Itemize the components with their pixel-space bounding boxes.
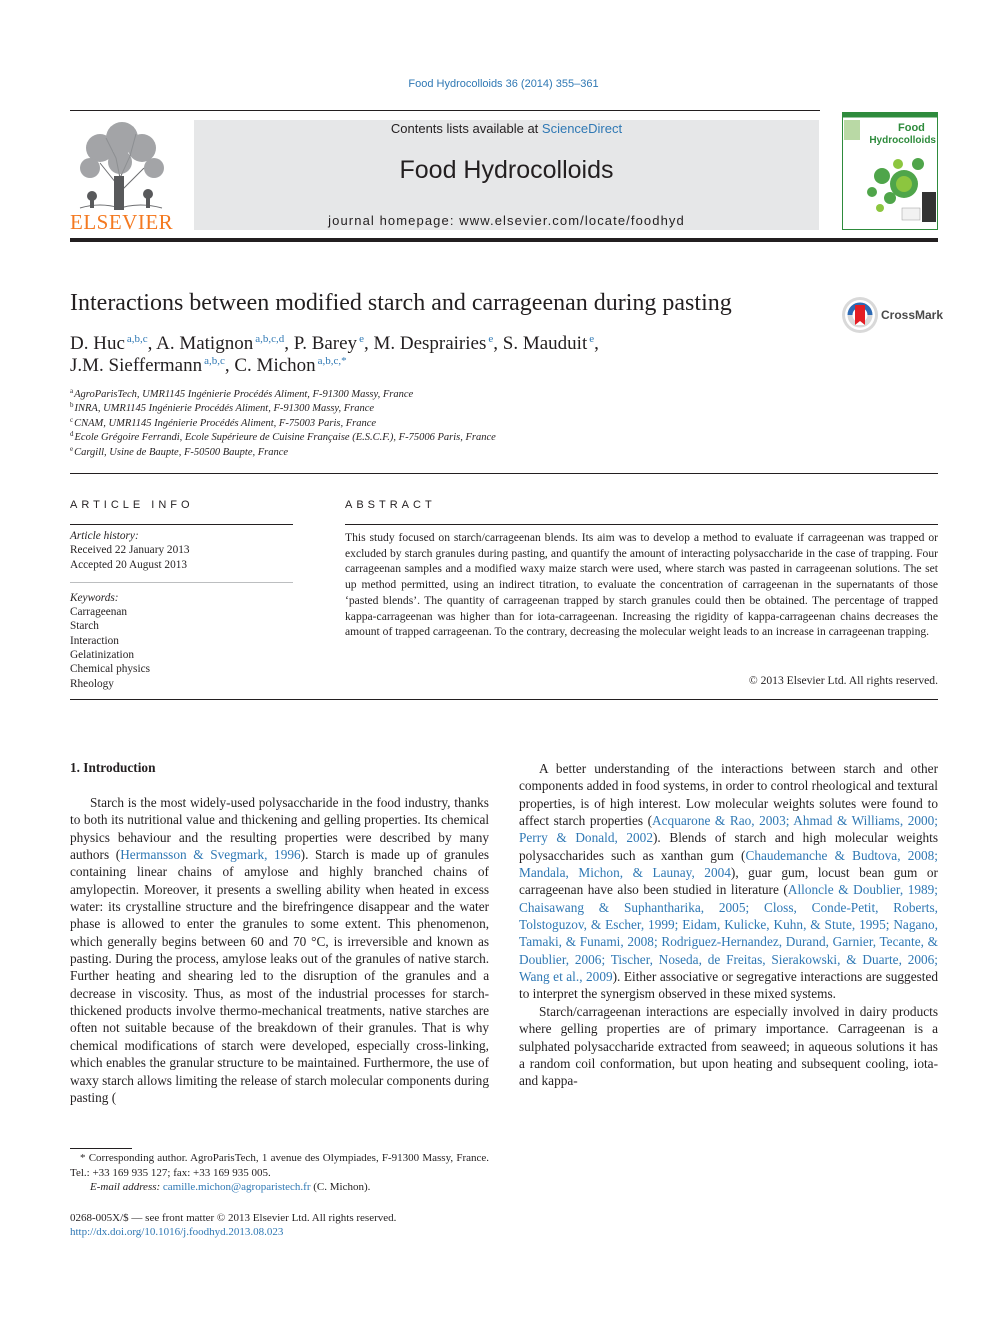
- keyword-item: Gelatinization: [70, 649, 134, 661]
- received-date: Received 22 January 2013: [70, 544, 190, 556]
- text-run: [171, 830, 179, 845]
- text-run: of: [403, 951, 415, 967]
- text-run: to: [293, 916, 305, 932]
- text-run: the: [156, 951, 173, 967]
- text-run: [234, 864, 245, 879]
- text-run: authors: [70, 847, 110, 863]
- text-run: [277, 830, 285, 845]
- text-run: when: [365, 881, 395, 897]
- text-run: During: [115, 951, 153, 967]
- text-run: starch: [102, 1072, 134, 1088]
- text-run: water: [459, 899, 489, 915]
- text-run: of: [321, 951, 333, 967]
- text-run: for: [431, 985, 447, 1001]
- text-run: amylose: [222, 951, 267, 967]
- text-run: the: [356, 795, 373, 810]
- intro-paragraph-1: [70, 794, 489, 1106]
- abstract-divider: [70, 699, 938, 700]
- text-run: [233, 968, 240, 983]
- affiliation-c: $^c$CNAM, UMR1145 Ingénierie Procédés Aliment, F-75003 Paris, France: [70, 416, 377, 429]
- author-separator: ,: [594, 333, 599, 354]
- text-run: [363, 864, 374, 879]
- issn-line: 0268-005X/$ — see front matter © 2013 Elsevier Ltd. All rights reserved.: [70, 1212, 397, 1224]
- text-run: branched: [373, 864, 423, 880]
- text-run: known: [436, 933, 474, 949]
- citation-link[interactable]: Acquarone & Rao, 2003; Ahmad & Williams, 2000; Perry & Donald, 2002: [519, 813, 938, 846]
- text-run: [155, 968, 162, 983]
- text-run: amylopectin.: [70, 881, 140, 897]
- text-run: chains: [433, 864, 468, 880]
- author-affiliation-marks[interactable]: a,b,c: [126, 333, 148, 345]
- abstract-copyright: © 2013 Elsevier Ltd. All rights reserved.: [748, 674, 938, 687]
- author-affiliation-marks[interactable]: a,b,c,d: [255, 333, 285, 345]
- elsevier-logo[interactable]: [70, 118, 172, 234]
- author-affiliation-marks[interactable]: e: [488, 333, 494, 345]
- text-run: [423, 864, 434, 879]
- text-run: the: [140, 795, 157, 810]
- text-run: and: [412, 933, 432, 949]
- text-run: decrease: [70, 985, 116, 1001]
- author-separator: ,: [493, 333, 503, 354]
- intro-paragraph-2: A better understanding of the interactions between starch and other components added in food systems, in order to control rheological and textural properties, is of high interest. Low molecular weights solutes were found to affect starch properties (Acquarone & Rao, 2003; Ahmad & Williams, 2000; Perry & Donald, 2002). Blends of starch and high molecular weights polysaccharides such as xanthan gum (Chaudemanche & Budtova, 2008; Mandala, Michon, & Launay, 2004), guar gum, locust bean gum or carrageenan have also been studied in literature (Alloncle & Doublier, 1989; Chaisawang & Suphantharika, 2005; Closs, Conde-Petit, Roberts, Tolstoguzov, & Escher, 1999; Eidam, Kulicke, Kuhn, & Stute, 1995; Nagano, Tamaki, & Funami, 2008; Rodriguez-Hernandez, Durand, Garnier, Tecante, & Doublier, 2006; Tischer, Noseda, de Freitas, Sierakowski, & Duarte, 2006; Wang et al., 2009). Either associative or segregative interactions are suggested to interpret the synergism observed in these mixed systems.: [519, 761, 939, 1002]
- text-run: to: [170, 916, 181, 932]
- text-run: generally: [107, 933, 157, 949]
- author-separator: ,: [224, 355, 235, 376]
- text-run: behaviour: [117, 829, 171, 845]
- text-run: linear: [136, 864, 168, 880]
- text-run: of: [477, 864, 489, 880]
- author-separator: ,: [284, 333, 294, 354]
- text-run: presents: [216, 881, 261, 897]
- author-name[interactable]: J.M. Sieffermann: [70, 355, 203, 376]
- text-run: amylose: [244, 864, 289, 880]
- text-run: of: [322, 1020, 334, 1036]
- text-run: [212, 864, 223, 879]
- text-run: the: [295, 985, 313, 1001]
- text-run: [349, 847, 356, 862]
- text-run: extent.: [345, 916, 381, 932]
- text-run: and: [300, 812, 321, 828]
- text-run: starch: [221, 1037, 254, 1053]
- text-run: leaks: [270, 951, 298, 967]
- text-run: of: [278, 985, 290, 1001]
- text-run: polysaccharide: [258, 795, 339, 810]
- text-run: of: [477, 1055, 489, 1071]
- footnote-rule: [70, 1148, 132, 1149]
- text-run: °C,: [311, 933, 329, 949]
- sciencedirect-link[interactable]: ScienceDirect: [541, 121, 623, 136]
- author-separator: ,: [363, 333, 374, 354]
- text-run: be: [281, 1055, 294, 1071]
- text-run: cross-linking,: [416, 1037, 489, 1053]
- keywords-label: Keywords:: [70, 592, 119, 604]
- text-run: 70: [292, 933, 307, 949]
- text-run: suitable: [125, 1020, 167, 1036]
- author-name[interactable]: P. Barey: [293, 333, 358, 354]
- text-run: processes: [374, 985, 426, 1001]
- text-run: the: [280, 968, 297, 984]
- author-affiliation-marks[interactable]: e: [589, 333, 595, 345]
- citation-link[interactable]: 1996: [274, 847, 301, 863]
- text-run: starches: [425, 1003, 469, 1019]
- contents-prefix: Contents lists available at: [390, 121, 542, 136]
- cover-title-hydrocolloids: Hydrocolloids: [869, 135, 936, 146]
- text-run: its: [108, 899, 121, 915]
- body-column-left: [70, 794, 489, 1112]
- citation-link[interactable]: &: [193, 847, 204, 863]
- journal-cover-thumbnail[interactable]: [842, 112, 938, 230]
- abstract-rule: [345, 524, 938, 525]
- text-run: the: [335, 951, 352, 967]
- text-run: structure: [217, 1055, 264, 1071]
- text-run: not: [102, 1020, 120, 1036]
- section-heading-introduction: 1. Introduction: [70, 760, 156, 775]
- keyword-item: Rheology: [70, 678, 114, 690]
- text-run: described: [379, 829, 431, 845]
- text-run: are: [472, 1003, 489, 1019]
- text-run: is: [106, 916, 116, 932]
- text-run: (: [115, 847, 121, 863]
- text-run: phase: [70, 916, 101, 932]
- text-run: granular: [169, 1055, 214, 1071]
- text-run: containing: [70, 864, 127, 880]
- text-run: [126, 864, 137, 879]
- text-run: properties: [284, 829, 338, 845]
- accepted-date: Accepted 20 August 2013: [70, 559, 188, 571]
- text-run: molecular: [330, 1072, 384, 1088]
- text-run: during: [454, 1072, 489, 1088]
- keywords-rule: [70, 582, 293, 583]
- text-run: [198, 830, 206, 845]
- text-run: native: [389, 1003, 422, 1019]
- text-run: and: [237, 899, 257, 915]
- text-run: of: [364, 968, 376, 984]
- text-run: chains: [177, 864, 212, 880]
- text-run: release: [240, 1072, 278, 1088]
- author-name[interactable]: C. Michon: [234, 355, 316, 376]
- text-run: limiting: [175, 1072, 218, 1088]
- text-run: Moreover,: [144, 881, 200, 897]
- header-top-rule: [70, 110, 820, 111]
- paper-title: Interactions between modified starch and carrageenan during pasting: [70, 290, 732, 316]
- email-line: E-mail address: camille.michon@agroparistech.fr (C. Michon).: [90, 1181, 371, 1193]
- text-run: allowed: [121, 916, 164, 932]
- text-run: the: [382, 968, 399, 984]
- text-run: why: [466, 1020, 489, 1036]
- text-run: granules: [355, 951, 401, 967]
- text-run: pasting.: [70, 951, 112, 967]
- affiliation-d: $^d$Ecole Grégoire Ferrandi, Ecole Supérieure de Cuisine Française (E.S.C.F.), F-75006 Paris, France: [70, 430, 496, 443]
- text-run: treatments,: [326, 1003, 386, 1019]
- text-run: most: [160, 795, 187, 810]
- history-label: Article history:: [70, 530, 139, 542]
- text-run: to: [263, 968, 274, 984]
- citation-link[interactable]: Chaudemanche & Budtova, 2008; Mandala, Michon, & Launay, 2004: [519, 847, 939, 881]
- text-run: Starch: [315, 847, 349, 863]
- text-run: Furthermore,: [363, 1055, 434, 1071]
- article-info-heading: ARTICLE INFO: [70, 499, 194, 511]
- text-run: to: [267, 1055, 278, 1071]
- text-run: which: [70, 933, 103, 949]
- text-run: granules: [242, 916, 288, 932]
- text-run: pasting: [70, 1089, 109, 1105]
- text-run: enter: [187, 916, 214, 932]
- text-run: granules.: [368, 1020, 417, 1036]
- text-run: is: [127, 795, 137, 810]
- text-run: native: [418, 951, 451, 967]
- text-run: phenomenon,: [417, 916, 489, 932]
- citation-link[interactable]: Svegmark,: [210, 847, 268, 863]
- text-run: [318, 864, 329, 879]
- text-run: excess: [454, 881, 489, 897]
- text-run: Starch: [90, 795, 124, 810]
- text-run: products: [125, 1003, 172, 1019]
- affiliation-divider: [70, 473, 938, 474]
- text-run: as: [478, 933, 489, 949]
- text-run: both: [83, 812, 108, 828]
- text-run: industrial: [318, 985, 369, 1001]
- text-run: the: [149, 1055, 166, 1071]
- text-run: it: [204, 881, 212, 897]
- affiliation-a: $^a$AgroParisTech, UMR1145 Ingénierie Procédés Aliment, F-91300 Massy, France: [70, 387, 414, 400]
- text-run: chemical: [441, 812, 489, 828]
- text-run: between: [201, 933, 246, 949]
- header-thick-rule: [70, 238, 938, 242]
- text-run: resulting: [230, 829, 277, 845]
- keyword-item: Interaction: [70, 635, 119, 647]
- text-run: the: [235, 1020, 253, 1036]
- text-run: and: [457, 968, 477, 984]
- crossmark-label: CrossMark: [881, 308, 944, 322]
- text-run: disruption: [303, 968, 358, 984]
- journal-homepage-link[interactable]: journal homepage: www.elsevier.com/locate/foodhyd: [328, 213, 685, 228]
- text-run: widely-used: [189, 795, 255, 810]
- text-run: up: [406, 847, 420, 863]
- text-run: and: [178, 829, 199, 845]
- text-run: [109, 968, 116, 983]
- text-run: and: [414, 899, 434, 915]
- text-run: the: [206, 829, 223, 845]
- text-run: thanks: [454, 795, 489, 810]
- publisher-wordmark: ELSEVIER: [70, 210, 174, 234]
- text-run: involve: [175, 1003, 216, 1019]
- text-run: [289, 864, 300, 879]
- text-run: waxy: [70, 1072, 99, 1088]
- journal-title[interactable]: Food Hydrocolloids: [399, 156, 614, 184]
- citation-link[interactable]: Hermansson: [120, 847, 187, 863]
- text-run: heated: [399, 881, 434, 897]
- text-run: which: [70, 1055, 103, 1071]
- text-run: is: [333, 933, 343, 949]
- text-run: [222, 830, 230, 845]
- text-run: made: [371, 847, 400, 863]
- text-run: its: [111, 812, 124, 828]
- text-run: Thus,: [193, 985, 224, 1001]
- text-run: of: [426, 847, 438, 863]
- text-run: This: [387, 916, 411, 932]
- text-run: breakdown: [257, 1020, 317, 1036]
- author-affiliation-marks[interactable]: e: [359, 333, 364, 345]
- text-run: Further: [70, 968, 110, 984]
- text-run: (: [111, 1089, 117, 1105]
- text-run: viscosity.: [138, 985, 188, 1001]
- text-run: the: [261, 899, 278, 915]
- text-run: in: [439, 881, 450, 897]
- text-run: components: [386, 1072, 451, 1088]
- text-run: starch.: [453, 951, 489, 967]
- text-run: disappear: [358, 899, 410, 915]
- text-run: [110, 830, 118, 845]
- text-run: maintained.: [297, 1055, 360, 1071]
- text-run: by: [438, 829, 452, 845]
- text-run: their: [338, 1020, 364, 1036]
- author-name[interactable]: A. Matignon: [156, 333, 254, 354]
- text-run: crystalline: [125, 899, 182, 915]
- contents-line: [194, 121, 819, 136]
- affiliation-b: $^b$INRA, UMR1145 Ingénierie Procédés Aliment, F-91300 Massy, France: [70, 401, 375, 414]
- text-run: gelling: [323, 812, 361, 828]
- text-run: use: [456, 1055, 475, 1071]
- text-run: because: [171, 1020, 215, 1036]
- text-run: [437, 847, 444, 862]
- author-affiliation-marks[interactable]: a,b,c,*: [317, 355, 347, 367]
- text-run: irreversible: [347, 933, 408, 949]
- text-run: heating: [116, 968, 156, 984]
- crossmark-button[interactable]: [841, 296, 944, 334]
- crossmark-icon: [841, 296, 879, 334]
- text-run: chemical: [70, 1037, 118, 1053]
- text-run: physics: [70, 829, 110, 845]
- text-run: is: [451, 1020, 461, 1036]
- intro-paragraph-3: Starch/carrageenan interactions are especially involved in dairy products where gelling properties are of primary importance. Carrageenan is a sulphated polysaccharide extracted from seaweed; in aqueous solutions it has a random coil conformation, but upon heating and subsequent cooling, iota- and kappa-: [519, 1003, 938, 1089]
- abstract-heading: ABSTRACT: [345, 499, 436, 511]
- text-run: and: [299, 864, 319, 880]
- text-run: industry,: [404, 795, 451, 810]
- doi-link[interactable]: http://dx.doi.org/10.1016/j.foodhyd.2013.08.023: [70, 1226, 284, 1238]
- corresponding-author-footnote: [70, 1151, 489, 1195]
- text-run: the: [219, 916, 237, 932]
- citation-link[interactable]: Alloncle & Doublier, 1989; Chaisawang & Suphantharika, 2005; Closs, Conde-Petit, Roberts, Tolstoguzov, & Escher, 1999; Eidam, Kulicke, Kuhn, & Stute, 1995; Nagano, Tamaki, & Funami, 2008; Rodriguez-Hernandez, Durand, Garnier, Tecante, & Doublier, 2006; Tischer, Noseda, de Freitas, Sierakowski, & Duarte, 2006; Wang et al., 2009: [519, 882, 938, 985]
- text-run: a: [483, 968, 489, 984]
- text-run: the: [220, 1072, 238, 1088]
- text-run: a: [265, 881, 272, 897]
- text-run: of: [280, 1072, 292, 1088]
- authors-line-2: [70, 355, 347, 377]
- text-run: of: [219, 1020, 231, 1036]
- keyword-item: Carrageenan: [70, 606, 128, 618]
- author-name[interactable]: S. Mauduit: [502, 333, 588, 354]
- text-run: led: [239, 968, 257, 984]
- text-run: granules: [444, 847, 489, 863]
- text-run: process,: [175, 951, 219, 967]
- text-run: many: [459, 829, 489, 845]
- keyword-item: Chemical physics: [70, 663, 151, 675]
- text-run: often: [70, 1020, 98, 1036]
- text-run: ).: [300, 847, 309, 863]
- text-run: water:: [70, 899, 104, 915]
- text-run: [452, 830, 460, 845]
- text-run: granules: [405, 968, 451, 984]
- body-column-right: [519, 760, 938, 1090]
- text-run: [338, 830, 346, 845]
- text-run: and: [218, 812, 238, 828]
- email-link[interactable]: camille.michon@agroparistech.fr: [162, 1181, 311, 1193]
- text-run: to: [70, 812, 81, 828]
- text-run: begins: [161, 933, 197, 949]
- author-separator: ,: [147, 333, 157, 354]
- text-run: nutritional: [127, 812, 183, 828]
- author-affiliation-marks[interactable]: a,b,c: [204, 355, 225, 367]
- text-run: Its: [424, 812, 438, 828]
- text-run: thermo-mechanical: [219, 1003, 323, 1019]
- text-run: developed,: [292, 1037, 351, 1053]
- text-run: of: [222, 864, 234, 880]
- text-run: were: [259, 1037, 286, 1053]
- text-run: thickening: [241, 812, 298, 828]
- affiliation-e: $^e$Cargill, Usine de Baupte, F-50500 Baupte, France: [70, 445, 289, 458]
- text-run: properties.: [364, 812, 421, 828]
- text-run: were: [345, 829, 372, 845]
- text-run: in: [342, 795, 353, 810]
- article-info-rule: [70, 524, 293, 525]
- journal-reference-link[interactable]: Food Hydrocolloids 36 (2014) 355–361: [408, 78, 599, 90]
- author-name[interactable]: M. Desprairies: [373, 333, 487, 354]
- cover-title-food: Food: [898, 122, 925, 134]
- text-run: [308, 847, 315, 862]
- text-run: in: [121, 985, 133, 1001]
- text-run: starch: [295, 1072, 327, 1088]
- text-run: [167, 864, 178, 879]
- text-run: 60: [250, 933, 264, 949]
- text-run: and: [162, 968, 182, 984]
- text-run: allows: [137, 1072, 172, 1088]
- text-run: That: [422, 1020, 447, 1036]
- text-run: [467, 864, 478, 879]
- text-run: of: [204, 1037, 216, 1053]
- text-run: shearing: [188, 968, 234, 984]
- text-run: modifications: [124, 1037, 198, 1053]
- text-run: the: [436, 1055, 454, 1071]
- text-run: most: [246, 985, 273, 1001]
- text-run: is: [355, 847, 365, 863]
- keyword-item: Starch: [70, 620, 99, 632]
- text-run: some: [310, 916, 339, 932]
- text-run: [109, 847, 116, 862]
- text-run: especially: [356, 1037, 410, 1053]
- text-run: as: [229, 985, 241, 1001]
- text-run: enables: [106, 1055, 146, 1071]
- abstract-text: This study focused on starch/carrageenan blends. Its aim was to develop a method to evaluate if carrageenan was trapped or excluded by starch granules during pasting, and quantify the amount of interacting polysaccharide in the case of trapping. Four carrageenan samples and a modified waxy maize starch were used, where starch was pasted in carrageenan solutions. The set up method permitted, using an indirect titration, to evaluate the concentration of carrageenan in the supernatants of those ‘pasted blends’. The quantity of carrageenan trapped by starch granules could then be obtained. The percentage of trapped kappa-carrageenan was higher than for iota-carrageenan. Increasing the rigidity of kappa-carrageenan chains decreases the amount of trapped carrageenan. To the contrary, decreasing the molecular weight leads to an increase in carrageenan trapping.: [345, 531, 938, 639]
- text-run: the: [438, 899, 455, 915]
- corresponding-author-text: * Corresponding author. AgroParisTech, 1 avenue des Olympiades, F-91300 Massy, France. Tel.: +33 169 935 127; fax: +33 169 935 005.: [70, 1152, 489, 1179]
- text-run: swelling: [276, 881, 322, 897]
- text-run: value: [186, 812, 215, 828]
- text-run: and: [268, 933, 289, 949]
- text-run: out: [300, 951, 318, 967]
- text-run: birefringence: [282, 899, 354, 915]
- text-run: starch-thickened: [70, 985, 489, 1019]
- text-run: highly: [329, 864, 364, 880]
- author-name[interactable]: D. Huc: [70, 333, 125, 354]
- authors-line-1: [70, 333, 599, 355]
- text-run: food: [376, 795, 401, 810]
- text-run: ability: [326, 881, 361, 897]
- text-run: structure: [185, 899, 233, 915]
